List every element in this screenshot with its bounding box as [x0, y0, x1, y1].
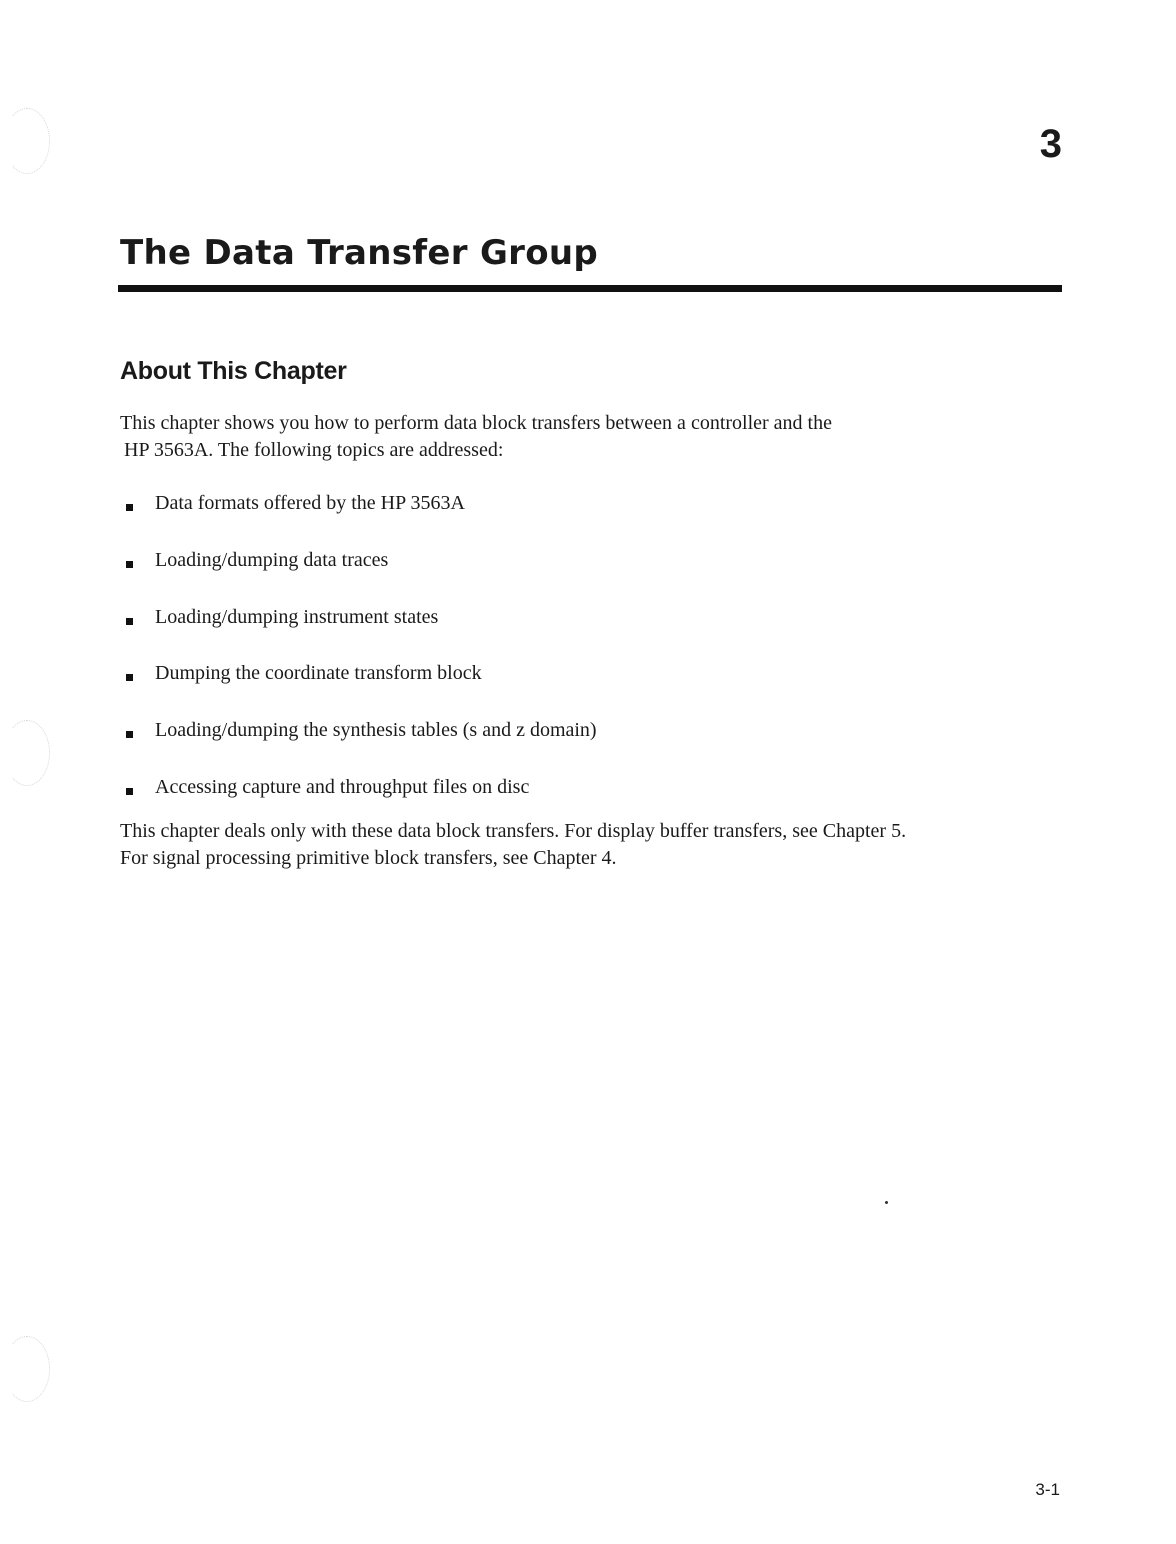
- list-item-text: Dumping the coordinate transform block: [155, 662, 482, 685]
- section-heading: About This Chapter: [120, 357, 347, 385]
- list-item-text: Loading/dumping instrument states: [155, 605, 439, 628]
- square-bullet-icon: [126, 618, 133, 625]
- list-item-text: Data formats offered by the HP 3563A: [155, 492, 465, 514]
- square-bullet-icon: [126, 788, 133, 795]
- closing-paragraph: [120, 818, 1080, 872]
- intro-line: HP 3563A. The following topics are addressed:: [124, 439, 504, 461]
- intro-line: This chapter shows you how to perform data block transfers between a controller and the: [120, 412, 832, 434]
- page-number: 3-1: [1035, 1480, 1060, 1499]
- title-rule: [118, 285, 1062, 292]
- list-item-text: Loading/dumping the synthesis tables (s and z domain): [155, 719, 597, 742]
- list-item-text: Accessing capture and throughput files on disc: [155, 775, 530, 798]
- chapter-number: 3: [1039, 122, 1062, 166]
- square-bullet-icon: [126, 674, 133, 681]
- closing-line: This chapter deals only with these data block transfers. For display buffer transfers, see Chapter 5.: [120, 820, 907, 842]
- punch-hole-mark: [4, 1336, 50, 1402]
- intro-paragraph: [120, 410, 1080, 464]
- punch-hole-mark: [4, 108, 50, 174]
- topic-list: [120, 490, 597, 831]
- list-item-text: Loading/dumping data traces: [155, 548, 389, 571]
- square-bullet-icon: [126, 504, 133, 511]
- list-item: [120, 717, 597, 774]
- closing-line: For signal processing primitive block transfers, see Chapter 4.: [120, 847, 617, 869]
- chapter-title: The Data Transfer Group: [120, 233, 599, 273]
- scan-speck: [885, 1201, 888, 1204]
- square-bullet-icon: [126, 731, 133, 738]
- punch-hole-mark: [4, 720, 50, 786]
- list-item: [120, 660, 597, 717]
- list-item: [120, 547, 597, 604]
- square-bullet-icon: [126, 561, 133, 568]
- list-item: [120, 490, 597, 547]
- list-item: [120, 604, 597, 661]
